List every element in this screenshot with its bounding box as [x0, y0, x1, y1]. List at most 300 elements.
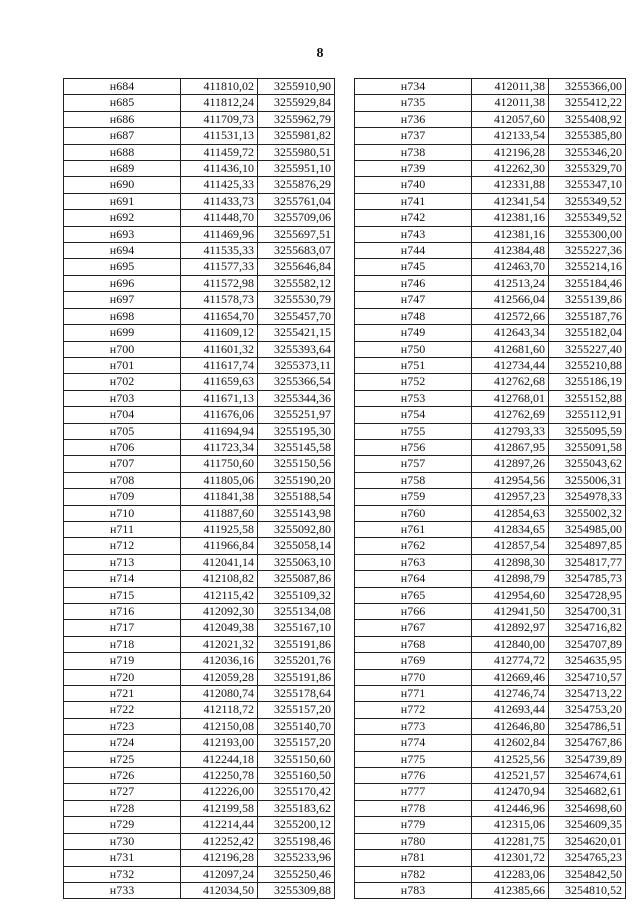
table-row [355, 144, 626, 160]
y-coordinate-cell: 3254698,60 [549, 800, 626, 816]
x-coordinate-cell: 412897,26 [472, 456, 549, 472]
y-coordinate-cell: 3255190,20 [258, 472, 335, 488]
point-id-cell: н700 [64, 341, 181, 357]
point-id-cell: н720 [64, 669, 181, 685]
table-row [355, 800, 626, 816]
x-coordinate-cell: 411535,33 [181, 243, 258, 259]
y-coordinate-cell: 3254707,89 [549, 636, 626, 652]
y-coordinate-cell: 3255157,20 [258, 702, 335, 718]
y-coordinate-cell: 3255910,90 [258, 79, 335, 95]
table-row [64, 833, 335, 849]
table-row [355, 833, 626, 849]
y-coordinate-cell: 3254897,85 [549, 538, 626, 554]
table-row [355, 702, 626, 718]
y-coordinate-cell: 3255582,12 [258, 275, 335, 291]
y-coordinate-cell: 3255250,46 [258, 866, 335, 882]
y-coordinate-cell: 3254635,95 [549, 653, 626, 669]
point-id-cell: н740 [355, 177, 472, 193]
point-id-cell: н724 [64, 735, 181, 751]
x-coordinate-cell: 411812,24 [181, 95, 258, 111]
coordinates-table-right-body [355, 79, 626, 899]
point-id-cell: н782 [355, 866, 472, 882]
x-coordinate-cell: 411469,96 [181, 226, 258, 242]
table-row [64, 407, 335, 423]
table-row [355, 784, 626, 800]
x-coordinate-cell: 412681,60 [472, 341, 549, 357]
table-row [355, 587, 626, 603]
point-id-cell: н725 [64, 751, 181, 767]
y-coordinate-cell: 3255188,54 [258, 489, 335, 505]
y-coordinate-cell: 3255876,29 [258, 177, 335, 193]
y-coordinate-cell: 3255195,30 [258, 423, 335, 439]
table-row [355, 882, 626, 898]
y-coordinate-cell: 3255198,46 [258, 833, 335, 849]
table-row [64, 79, 335, 95]
y-coordinate-cell: 3255349,52 [549, 193, 626, 209]
table-row [355, 259, 626, 275]
point-id-cell: н701 [64, 357, 181, 373]
coordinates-table-right [354, 78, 626, 899]
point-id-cell: н695 [64, 259, 181, 275]
table-row [64, 357, 335, 373]
x-coordinate-cell: 412118,72 [181, 702, 258, 718]
y-coordinate-cell: 3255183,62 [258, 800, 335, 816]
x-coordinate-cell: 412746,74 [472, 686, 549, 702]
table-row [355, 669, 626, 685]
x-coordinate-cell: 412281,75 [472, 833, 549, 849]
x-coordinate-cell: 412214,44 [181, 817, 258, 833]
point-id-cell: н685 [64, 95, 181, 111]
table-row [355, 128, 626, 144]
x-coordinate-cell: 412301,72 [472, 850, 549, 866]
y-coordinate-cell: 3255366,00 [549, 79, 626, 95]
table-row [64, 374, 335, 390]
table-row [64, 390, 335, 406]
point-id-cell: н733 [64, 882, 181, 898]
x-coordinate-cell: 412150,08 [181, 718, 258, 734]
x-coordinate-cell: 412867,95 [472, 439, 549, 455]
y-coordinate-cell: 3255385,80 [549, 128, 626, 144]
x-coordinate-cell: 412199,58 [181, 800, 258, 816]
table-row [64, 669, 335, 685]
point-id-cell: н734 [355, 79, 472, 95]
x-coordinate-cell: 412854,63 [472, 505, 549, 521]
y-coordinate-cell: 3254700,31 [549, 604, 626, 620]
table-row [355, 768, 626, 784]
table-row [355, 620, 626, 636]
x-coordinate-cell: 412734,44 [472, 357, 549, 373]
table-row [64, 718, 335, 734]
y-coordinate-cell: 3254985,00 [549, 521, 626, 537]
coordinates-table-left-body [64, 79, 335, 899]
point-id-cell: н706 [64, 439, 181, 455]
point-id-cell: н705 [64, 423, 181, 439]
x-coordinate-cell: 412834,65 [472, 521, 549, 537]
x-coordinate-cell: 412525,56 [472, 751, 549, 767]
table-row [355, 79, 626, 95]
table-row [64, 177, 335, 193]
point-id-cell: н727 [64, 784, 181, 800]
y-coordinate-cell: 3255210,88 [549, 357, 626, 373]
point-id-cell: н713 [64, 554, 181, 570]
y-coordinate-cell: 3255214,16 [549, 259, 626, 275]
point-id-cell: н726 [64, 768, 181, 784]
y-coordinate-cell: 3255344,36 [258, 390, 335, 406]
table-row [64, 456, 335, 472]
table-row [64, 784, 335, 800]
table-row [64, 587, 335, 603]
y-coordinate-cell: 3255251,97 [258, 407, 335, 423]
point-id-cell: н736 [355, 111, 472, 127]
x-coordinate-cell: 412059,28 [181, 669, 258, 685]
x-coordinate-cell: 412957,23 [472, 489, 549, 505]
y-coordinate-cell: 3255412,22 [549, 95, 626, 111]
table-row [64, 850, 335, 866]
x-coordinate-cell: 412840,00 [472, 636, 549, 652]
point-id-cell: н688 [64, 144, 181, 160]
y-coordinate-cell: 3255157,20 [258, 735, 335, 751]
point-id-cell: н764 [355, 571, 472, 587]
table-row [64, 636, 335, 652]
table-row [355, 308, 626, 324]
point-id-cell: н744 [355, 243, 472, 259]
x-coordinate-cell: 412566,04 [472, 292, 549, 308]
x-coordinate-cell: 412602,84 [472, 735, 549, 751]
y-coordinate-cell: 3255200,12 [258, 817, 335, 833]
x-coordinate-cell: 412774,72 [472, 653, 549, 669]
x-coordinate-cell: 412057,60 [472, 111, 549, 127]
table-row [355, 521, 626, 537]
point-id-cell: н739 [355, 161, 472, 177]
x-coordinate-cell: 412646,80 [472, 718, 549, 734]
point-id-cell: н749 [355, 325, 472, 341]
table-row [64, 111, 335, 127]
table-row [355, 489, 626, 505]
point-id-cell: н694 [64, 243, 181, 259]
y-coordinate-cell: 3255697,51 [258, 226, 335, 242]
table-row [64, 144, 335, 160]
table-row [355, 571, 626, 587]
x-coordinate-cell: 411601,32 [181, 341, 258, 357]
y-coordinate-cell: 3255091,58 [549, 439, 626, 455]
table-row [64, 292, 335, 308]
point-id-cell: н687 [64, 128, 181, 144]
point-id-cell: н777 [355, 784, 472, 800]
x-coordinate-cell: 412252,42 [181, 833, 258, 849]
table-row [355, 210, 626, 226]
point-id-cell: н730 [64, 833, 181, 849]
y-coordinate-cell: 3254978,33 [549, 489, 626, 505]
point-id-cell: н717 [64, 620, 181, 636]
x-coordinate-cell: 411676,06 [181, 407, 258, 423]
table-row [355, 850, 626, 866]
x-coordinate-cell: 412521,57 [472, 768, 549, 784]
y-coordinate-cell: 3255951,10 [258, 161, 335, 177]
y-coordinate-cell: 3254767,86 [549, 735, 626, 751]
x-coordinate-cell: 411425,33 [181, 177, 258, 193]
point-id-cell: н712 [64, 538, 181, 554]
y-coordinate-cell: 3255646,84 [258, 259, 335, 275]
x-coordinate-cell: 412385,66 [472, 882, 549, 898]
y-coordinate-cell: 3255043,62 [549, 456, 626, 472]
y-coordinate-cell: 3255182,04 [549, 325, 626, 341]
x-coordinate-cell: 412954,60 [472, 587, 549, 603]
point-id-cell: н699 [64, 325, 181, 341]
x-coordinate-cell: 412793,33 [472, 423, 549, 439]
y-coordinate-cell: 3254739,89 [549, 751, 626, 767]
point-id-cell: н783 [355, 882, 472, 898]
y-coordinate-cell: 3255112,91 [549, 407, 626, 423]
y-coordinate-cell: 3255929,84 [258, 95, 335, 111]
table-row [64, 325, 335, 341]
y-coordinate-cell: 3255408,92 [549, 111, 626, 127]
table-row [355, 604, 626, 620]
point-id-cell: н704 [64, 407, 181, 423]
point-id-cell: н684 [64, 79, 181, 95]
point-id-cell: н741 [355, 193, 472, 209]
point-id-cell: н729 [64, 817, 181, 833]
table-row [355, 390, 626, 406]
y-coordinate-cell: 3255457,70 [258, 308, 335, 324]
table-row [355, 751, 626, 767]
y-coordinate-cell: 3255309,88 [258, 882, 335, 898]
point-id-cell: н738 [355, 144, 472, 160]
y-coordinate-cell: 3255150,56 [258, 456, 335, 472]
x-coordinate-cell: 412315,06 [472, 817, 549, 833]
table-row [355, 341, 626, 357]
table-row [355, 456, 626, 472]
table-row [64, 751, 335, 767]
y-coordinate-cell: 3255980,51 [258, 144, 335, 160]
y-coordinate-cell: 3255191,86 [258, 669, 335, 685]
x-coordinate-cell: 412762,68 [472, 374, 549, 390]
table-row [355, 866, 626, 882]
y-coordinate-cell: 3254842,50 [549, 866, 626, 882]
y-coordinate-cell: 3255191,86 [258, 636, 335, 652]
point-id-cell: н702 [64, 374, 181, 390]
x-coordinate-cell: 411805,06 [181, 472, 258, 488]
y-coordinate-cell: 3255145,58 [258, 439, 335, 455]
table-row [64, 505, 335, 521]
table-row [355, 325, 626, 341]
table-row [64, 423, 335, 439]
table-row [64, 882, 335, 898]
x-coordinate-cell: 411433,73 [181, 193, 258, 209]
x-coordinate-cell: 412384,48 [472, 243, 549, 259]
table-row [64, 243, 335, 259]
point-id-cell: н731 [64, 850, 181, 866]
y-coordinate-cell: 3255187,76 [549, 308, 626, 324]
coordinates-table-left [63, 78, 335, 899]
x-coordinate-cell: 412463,70 [472, 259, 549, 275]
x-coordinate-cell: 412011,38 [472, 95, 549, 111]
point-id-cell: н710 [64, 505, 181, 521]
x-coordinate-cell: 411841,38 [181, 489, 258, 505]
table-row [64, 95, 335, 111]
y-coordinate-cell: 3255186,19 [549, 374, 626, 390]
table-row [64, 341, 335, 357]
point-id-cell: н696 [64, 275, 181, 291]
x-coordinate-cell: 411577,33 [181, 259, 258, 275]
y-coordinate-cell: 3255002,32 [549, 505, 626, 521]
table-row [355, 374, 626, 390]
page-number: 8 [316, 46, 324, 61]
x-coordinate-cell: 412898,79 [472, 571, 549, 587]
x-coordinate-cell: 411887,60 [181, 505, 258, 521]
table-row [64, 210, 335, 226]
table-row [64, 571, 335, 587]
point-id-cell: н719 [64, 653, 181, 669]
point-id-cell: н769 [355, 653, 472, 669]
point-id-cell: н768 [355, 636, 472, 652]
y-coordinate-cell: 3254620,01 [549, 833, 626, 849]
x-coordinate-cell: 412381,16 [472, 210, 549, 226]
y-coordinate-cell: 3254609,35 [549, 817, 626, 833]
point-id-cell: н751 [355, 357, 472, 373]
point-id-cell: н774 [355, 735, 472, 751]
point-id-cell: н689 [64, 161, 181, 177]
y-coordinate-cell: 3254674,61 [549, 768, 626, 784]
y-coordinate-cell: 3255006,31 [549, 472, 626, 488]
table-row [355, 226, 626, 242]
table-row [64, 521, 335, 537]
x-coordinate-cell: 412643,34 [472, 325, 549, 341]
point-id-cell: н711 [64, 521, 181, 537]
x-coordinate-cell: 411459,72 [181, 144, 258, 160]
x-coordinate-cell: 412196,28 [472, 144, 549, 160]
table-row [64, 308, 335, 324]
x-coordinate-cell: 412250,78 [181, 768, 258, 784]
y-coordinate-cell: 3254710,57 [549, 669, 626, 685]
point-id-cell: н763 [355, 554, 472, 570]
x-coordinate-cell: 412080,74 [181, 686, 258, 702]
table-row [355, 193, 626, 209]
y-coordinate-cell: 3255233,96 [258, 850, 335, 866]
table-row [64, 702, 335, 718]
x-coordinate-cell: 411966,84 [181, 538, 258, 554]
y-coordinate-cell: 3254786,51 [549, 718, 626, 734]
y-coordinate-cell: 3255140,70 [258, 718, 335, 734]
x-coordinate-cell: 412762,69 [472, 407, 549, 423]
x-coordinate-cell: 412193,00 [181, 735, 258, 751]
x-coordinate-cell: 412513,24 [472, 275, 549, 291]
y-coordinate-cell: 3255152,88 [549, 390, 626, 406]
point-id-cell: н698 [64, 308, 181, 324]
x-coordinate-cell: 411925,58 [181, 521, 258, 537]
point-id-cell: н760 [355, 505, 472, 521]
y-coordinate-cell: 3255962,79 [258, 111, 335, 127]
y-coordinate-cell: 3255201,76 [258, 653, 335, 669]
point-id-cell: н761 [355, 521, 472, 537]
table-row [355, 292, 626, 308]
point-id-cell: н778 [355, 800, 472, 816]
y-coordinate-cell: 3254682,61 [549, 784, 626, 800]
x-coordinate-cell: 412097,24 [181, 866, 258, 882]
x-coordinate-cell: 412021,32 [181, 636, 258, 652]
y-coordinate-cell: 3255709,06 [258, 210, 335, 226]
point-id-cell: н779 [355, 817, 472, 833]
y-coordinate-cell: 3254716,82 [549, 620, 626, 636]
point-id-cell: н753 [355, 390, 472, 406]
y-coordinate-cell: 3255421,15 [258, 325, 335, 341]
x-coordinate-cell: 412244,18 [181, 751, 258, 767]
table-row [64, 620, 335, 636]
point-id-cell: н728 [64, 800, 181, 816]
x-coordinate-cell: 412034,50 [181, 882, 258, 898]
table-row [355, 95, 626, 111]
y-coordinate-cell: 3254810,52 [549, 882, 626, 898]
x-coordinate-cell: 412572,66 [472, 308, 549, 324]
x-coordinate-cell: 412226,00 [181, 784, 258, 800]
point-id-cell: н737 [355, 128, 472, 144]
x-coordinate-cell: 412954,56 [472, 472, 549, 488]
point-id-cell: н714 [64, 571, 181, 587]
point-id-cell: н743 [355, 226, 472, 242]
x-coordinate-cell: 412898,30 [472, 554, 549, 570]
point-id-cell: н771 [355, 686, 472, 702]
y-coordinate-cell: 3255329,70 [549, 161, 626, 177]
y-coordinate-cell: 3255167,10 [258, 620, 335, 636]
table-row [64, 259, 335, 275]
point-id-cell: н716 [64, 604, 181, 620]
table-row [355, 161, 626, 177]
point-id-cell: н780 [355, 833, 472, 849]
point-id-cell: н690 [64, 177, 181, 193]
point-id-cell: н758 [355, 472, 472, 488]
x-coordinate-cell: 412892,97 [472, 620, 549, 636]
table-row [64, 538, 335, 554]
x-coordinate-cell: 411671,13 [181, 390, 258, 406]
y-coordinate-cell: 3255143,98 [258, 505, 335, 521]
point-id-cell: н703 [64, 390, 181, 406]
point-id-cell: н776 [355, 768, 472, 784]
x-coordinate-cell: 411709,73 [181, 111, 258, 127]
table-row [355, 817, 626, 833]
table-row [355, 472, 626, 488]
y-coordinate-cell: 3255373,11 [258, 357, 335, 373]
table-row [64, 226, 335, 242]
y-coordinate-cell: 3254817,77 [549, 554, 626, 570]
y-coordinate-cell: 3255981,82 [258, 128, 335, 144]
x-coordinate-cell: 412857,54 [472, 538, 549, 554]
point-id-cell: н693 [64, 226, 181, 242]
x-coordinate-cell: 412381,16 [472, 226, 549, 242]
y-coordinate-cell: 3255349,52 [549, 210, 626, 226]
x-coordinate-cell: 411723,34 [181, 439, 258, 455]
table-row [64, 686, 335, 702]
x-coordinate-cell: 411531,13 [181, 128, 258, 144]
table-row [355, 636, 626, 652]
y-coordinate-cell: 3255087,86 [258, 571, 335, 587]
y-coordinate-cell: 3255761,04 [258, 193, 335, 209]
point-id-cell: н697 [64, 292, 181, 308]
x-coordinate-cell: 411572,98 [181, 275, 258, 291]
y-coordinate-cell: 3255139,86 [549, 292, 626, 308]
x-coordinate-cell: 411659,63 [181, 374, 258, 390]
point-id-cell: н757 [355, 456, 472, 472]
point-id-cell: н770 [355, 669, 472, 685]
y-coordinate-cell: 3255683,07 [258, 243, 335, 259]
x-coordinate-cell: 411750,60 [181, 456, 258, 472]
y-coordinate-cell: 3255134,08 [258, 604, 335, 620]
y-coordinate-cell: 3255530,79 [258, 292, 335, 308]
y-coordinate-cell: 3255160,50 [258, 768, 335, 784]
x-coordinate-cell: 411436,10 [181, 161, 258, 177]
y-coordinate-cell: 3255170,42 [258, 784, 335, 800]
table-row [64, 604, 335, 620]
x-coordinate-cell: 412011,38 [472, 79, 549, 95]
y-coordinate-cell: 3255184,46 [549, 275, 626, 291]
